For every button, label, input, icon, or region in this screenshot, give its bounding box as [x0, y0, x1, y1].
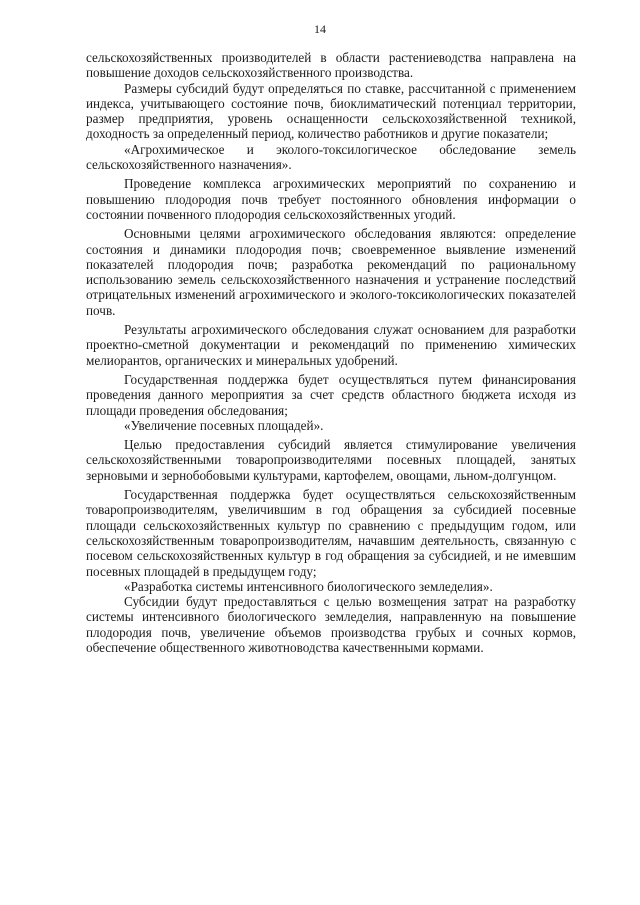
paragraph: «Агрохимическое и эколого-токсилогическое обследование земель сельскохозяйственного назначения». [86, 141, 576, 173]
paragraph: Размеры субсидий будут определяться по ставке, рассчитанной с применением индекса, учитывающего состояние почв, биоклиматический потенциал территории, размер предприятия, уровень оснащенности сельскохозяйственной техникой, доходность за определенный период, количество работников и другие показатели; [86, 80, 576, 142]
paragraph: сельскохозяйственных производителей в области растениеводства направлена на повышение доходов сельскохозяйственного производства. [86, 50, 576, 81]
paragraph: Основными целями агрохимического обследования являются: определение состояния и динамики плодородия почв; своевременное выявление изменений показателей плодородия почв; разработка рекомендаций по рациональному использованию земель сельскохозяйственного назначения и устранение последствий отрицательных изменений агрохимического и эколого-токсикологических показателей почв. [86, 226, 576, 318]
paragraph: Проведение комплекса агрохимических мероприятий по сохранению и повышению плодородия почв требует постоянного обновления информации о состоянии почвенного плодородия сельскохозяйственных угодий. [86, 176, 576, 222]
paragraph: Государственная поддержка будет осуществляться сельскохозяйственным товаропроизводителям, увеличившим в год обращения за субсидией посевные площади сельскохозяйственных культур по сравнению с предыдущим годом, или сельскохозяйственным товаропроизводителям, начавшим деятельность, связанную с посевом сельскохозяйственных культур в год обращения за субсидией, и не имевшим посевных площадей в предыдущем году; [86, 487, 576, 579]
paragraph: «Увеличение посевных площадей». [124, 417, 324, 433]
paragraph: Государственная поддержка будет осуществляться путем финансирования проведения данного мероприятия за счет средств областного бюджета исходя из площади проведения обследования; [86, 371, 576, 418]
page-number: 14 [314, 22, 326, 36]
paragraph: Целью предоставления субсидий является стимулирование увеличения сельскохозяйственными товаропроизводителями посевных площадей, занятых зерновыми и зернобобовыми культурами, картофелем, овощами, льном-долгунцом. [86, 437, 576, 483]
paragraph: «Разработка системы интенсивного биологического земледелия». [124, 578, 493, 594]
paragraph: Субсидии будут предоставляться с целью возмещения затрат на разработку системы интенсивного биологического земледелия, направленную на повышение плодородия почв, увеличение объемов производства грубых и сочных кормов, обеспечение общественного животноводства качественными кормами. [86, 594, 576, 655]
paragraph: Результаты агрохимического обследования служат основанием для разработки проектно-сметной документации и рекомендаций по применению химических мелиорантов, органических и минеральных удобрений. [86, 322, 576, 368]
body-text [86, 50, 576, 655]
